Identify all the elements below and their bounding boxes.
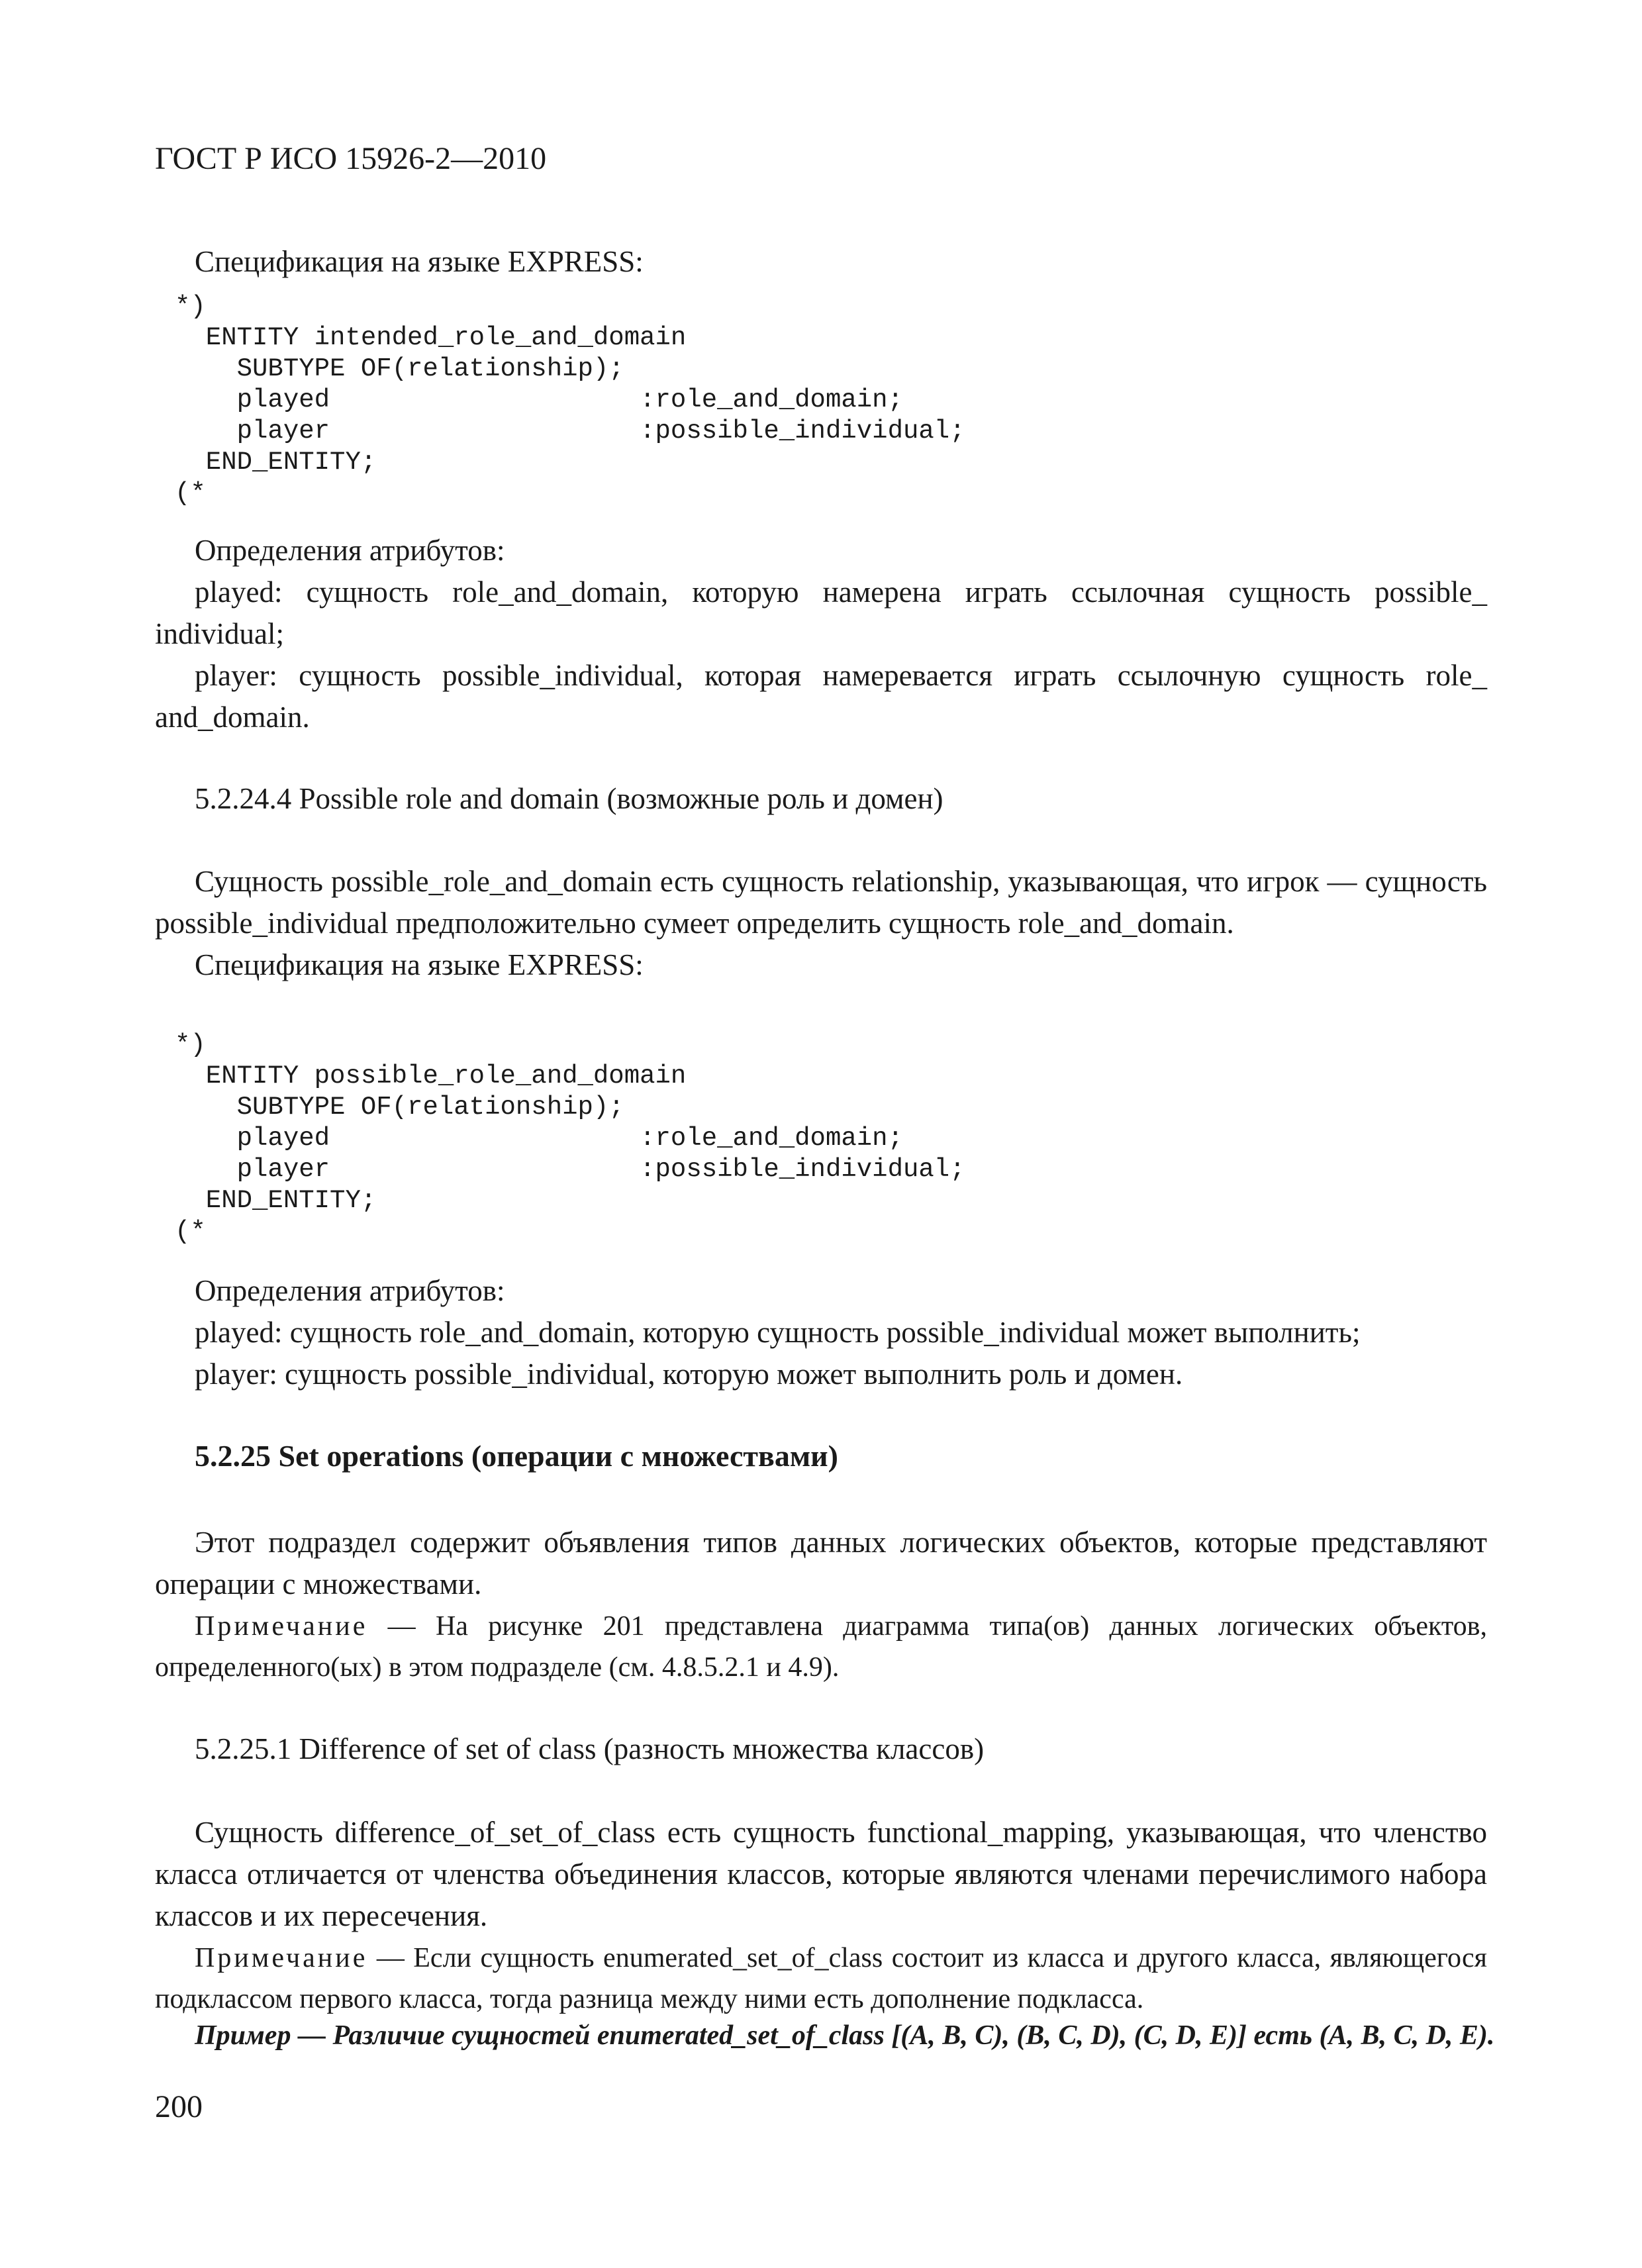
page-number: 200 (155, 2089, 203, 2124)
spec-label-1: Спецификация на языке EXPRESS: (195, 245, 644, 278)
express-code-block-1: *) ENTITY intended_role_and_domain SUBTYPE OF(relationship); played :role_and_domain; player :possible_individual; END_ENTITY; (* (175, 292, 965, 508)
note-label: Примечание (195, 1943, 368, 1973)
spec-label-2: Спецификация на языке EXPRESS: (195, 948, 644, 981)
attr-player-def-1: player: сущность possible_individual, которая намеревается играть ссылочную сущность role_ and_domain. (155, 659, 1487, 734)
section-heading-5-2-25-1: 5.2.25.1 Difference of set of class (разность множества классов) (195, 1732, 985, 1765)
section-description-5-2-24-4: Сущность possible_role_and_domain есть сущность relationship, указывающая, что игрок — сущность possible_individual предположительно сумеет определить сущность role_and_domain. (155, 865, 1487, 940)
express-code-block-2: *) ENTITY possible_role_and_domain SUBTYPE OF(relationship); played :role_and_domain; player :possible_individual; END_ENTITY; (* (175, 1030, 965, 1246)
section-description-5-2-25: Этот подраздел содержит объявления типов данных логических объектов, которые представляют операции с множествами. (155, 1526, 1487, 1601)
section-description-5-2-25-1: Сущность difference_of_set_of_class есть сущность functional_mapping, указывающая, что членство класса отличается от членства объединения классов, которые являются членами перечислимого набора классов и их пересечения. (155, 1816, 1487, 1932)
note-text: — На рисунке 201 представлена диаграмма типа(ов) данных логических объектов, определенного(ых) в этом подразделе (см. 4.8.5.2.1 и 4.9). (155, 1611, 1487, 1683)
example-5-2-25-1: Пример — Различие сущностей enumerated_set_of_class [(A, B, C), (B, C, D), (C, D, E)] есть (A, B, C, D, E). (195, 2020, 1495, 2051)
attr-label-1: Определения атрибутов: (195, 534, 505, 567)
note-5-2-25 (155, 1606, 1487, 1688)
attr-played-def-2: played: сущность role_and_domain, которую сущность possible_individual может выполнить; (195, 1316, 1361, 1349)
document-header: ГОСТ Р ИСО 15926-2—2010 (155, 141, 547, 176)
section-heading-5-2-24-4: 5.2.24.4 Possible role and domain (возможные роль и домен) (195, 782, 943, 815)
note-5-2-25-1 (155, 1938, 1487, 2020)
attr-label-2: Определения атрибутов: (195, 1274, 505, 1307)
note-text: — Если сущность enumerated_set_of_class состоит из класса и другого класса, являющегося подклассом первого класса, тогда разница между ними есть дополнение подкласса. (155, 1943, 1487, 2014)
attr-player-def-2: player: сущность possible_individual, которую может выполнить роль и домен. (195, 1357, 1183, 1391)
attr-played-def-1: played: сущность role_and_domain, которую намерена играть ссылочная сущность possible_ individual; (155, 575, 1487, 650)
note-label: Примечание (195, 1611, 368, 1642)
section-heading-5-2-25: 5.2.25 Set operations (операции с множествами) (195, 1439, 838, 1473)
